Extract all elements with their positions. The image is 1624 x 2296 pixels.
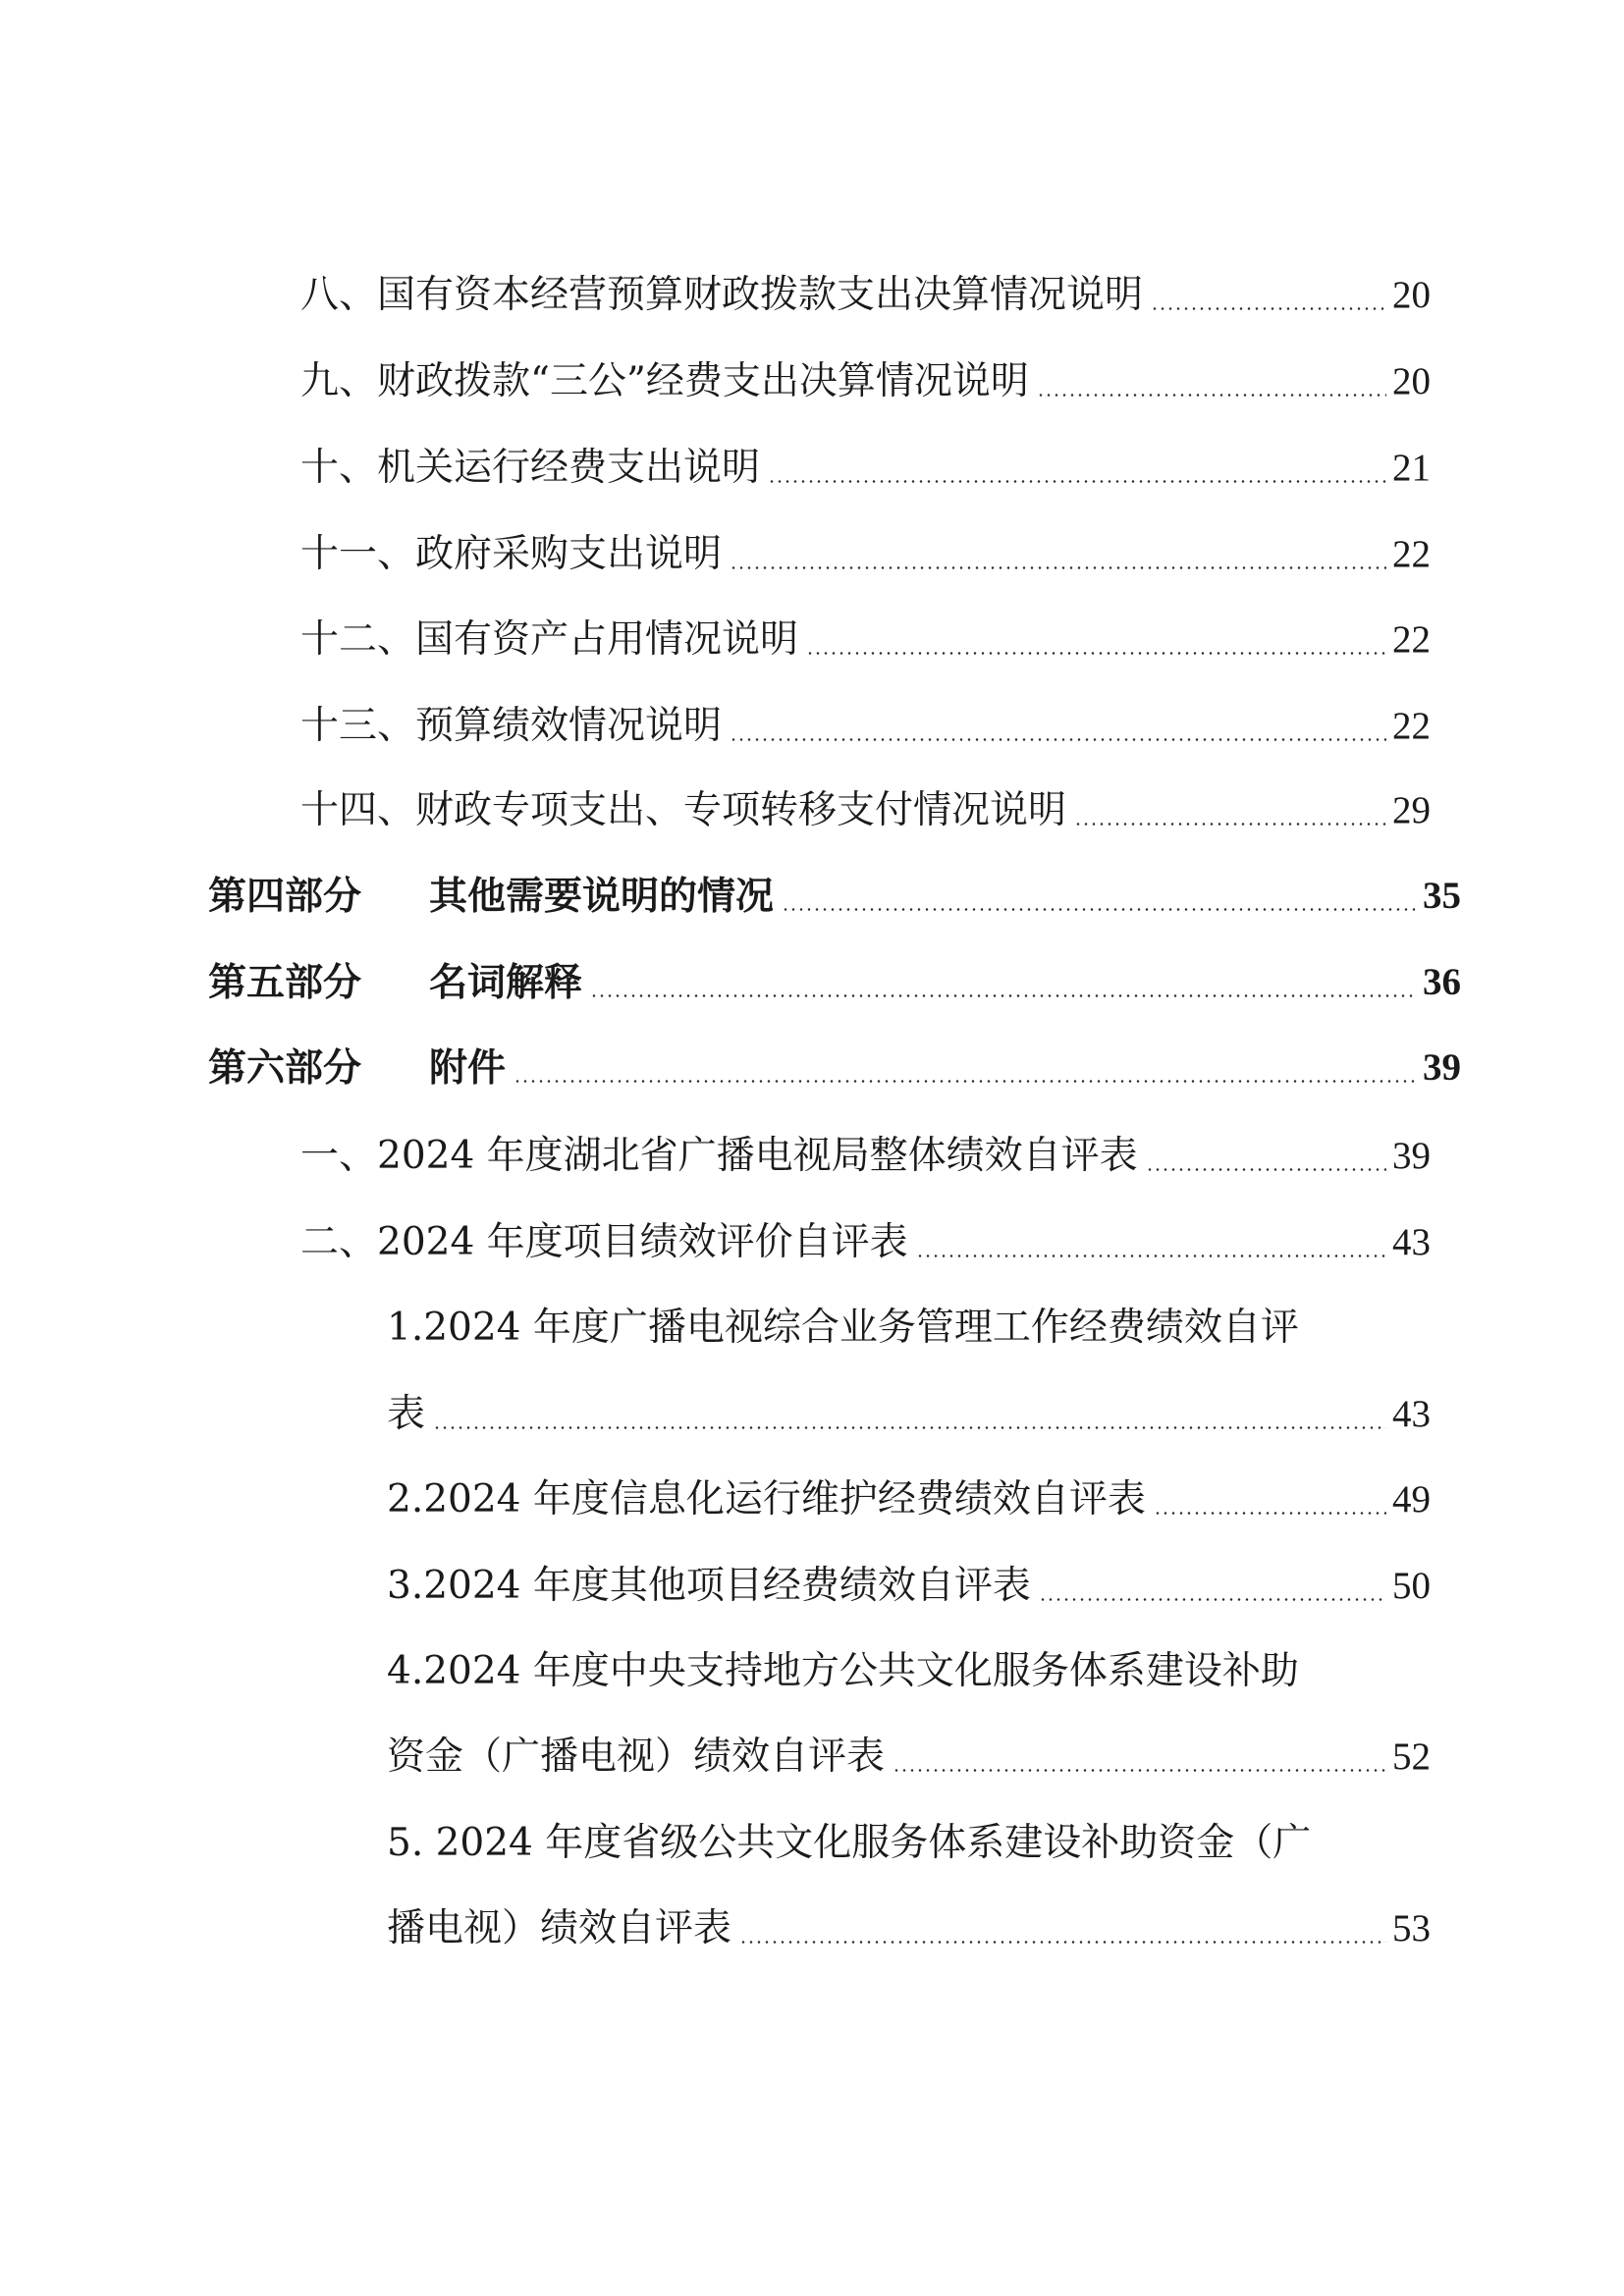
dot-leader xyxy=(1146,1168,1386,1171)
toc-page-number: 43 xyxy=(1392,1393,1431,1435)
toc-entry[interactable] xyxy=(300,273,1431,319)
toc-sub-entry[interactable] xyxy=(387,1477,1431,1523)
dot-leader xyxy=(730,566,1386,569)
dot-leader xyxy=(433,1426,1386,1429)
part-number: 第五部分 xyxy=(208,960,362,1005)
toc-entry[interactable] xyxy=(300,359,1431,405)
toc-page-number: 20 xyxy=(1392,274,1431,316)
toc-sub-entry-line1[interactable]: 5. 2024 年度省级公共文化服务体系建设补助资金（广 xyxy=(387,1821,1312,1865)
toc-sub-entry-line1[interactable]: 1.2024 年度广播电视综合业务管理工作经费绩效自评 xyxy=(387,1306,1299,1350)
toc-entry[interactable] xyxy=(300,1220,1431,1266)
toc-page-number: 36 xyxy=(1423,961,1461,1003)
toc-entry-label: 十、机关运行经费支出说明 xyxy=(300,446,761,490)
dot-leader xyxy=(730,738,1386,741)
toc-page-number: 49 xyxy=(1392,1478,1431,1521)
toc-entry-label: 九、财政拨款“三公”经费支出决算情况说明 xyxy=(300,359,1029,403)
toc-entry-label: 表 xyxy=(387,1392,426,1436)
toc-sub-entry[interactable] xyxy=(387,1906,1431,1952)
dot-leader xyxy=(806,652,1386,655)
dot-leader xyxy=(1039,1598,1386,1601)
toc-sub-entry-line1[interactable]: 4.2024 年度中央支持地方公共文化服务体系建设补助 xyxy=(387,1649,1299,1693)
part-title: 附件 xyxy=(429,1045,507,1091)
part-title: 其他需要说明的情况 xyxy=(429,874,775,919)
dot-leader xyxy=(1074,823,1386,826)
toc-page-number: 22 xyxy=(1392,618,1431,661)
toc-entry-label: 播电视）绩效自评表 xyxy=(387,1906,732,1950)
toc-entry-label: 十三、预算绩效情况说明 xyxy=(300,704,723,748)
toc-page-number: 22 xyxy=(1392,705,1431,747)
toc-entry-label: 八、国有资本经营预算财政拨款支出决算情况说明 xyxy=(300,273,1144,317)
dot-leader xyxy=(514,1080,1417,1083)
toc-entry-label: 一、2024 年度湖北省广播电视局整体绩效自评表 xyxy=(300,1134,1138,1178)
toc-entry[interactable] xyxy=(300,704,1431,750)
toc-entry-label: 十二、国有资产占用情况说明 xyxy=(300,617,799,662)
dot-leader xyxy=(1151,307,1386,310)
toc-entry-label: 2.2024 年度信息化运行维护经费绩效自评表 xyxy=(387,1477,1146,1522)
toc-entry[interactable] xyxy=(300,1134,1431,1180)
toc-page-number: 21 xyxy=(1392,447,1431,489)
toc-sub-entry[interactable] xyxy=(387,1564,1431,1610)
toc-entry-label: 十一、政府采购支出说明 xyxy=(300,532,723,576)
part-title: 名词解释 xyxy=(429,960,583,1005)
toc-page-number: 35 xyxy=(1423,875,1461,917)
part-number: 第四部分 xyxy=(208,874,362,919)
toc-sub-entry[interactable] xyxy=(387,1735,1431,1781)
toc-page-number: 22 xyxy=(1392,533,1431,575)
toc-entry[interactable] xyxy=(300,446,1431,492)
toc-entry[interactable] xyxy=(300,788,1431,834)
dot-leader xyxy=(590,994,1417,997)
dot-leader xyxy=(768,480,1386,483)
toc-page-number: 43 xyxy=(1392,1221,1431,1263)
toc-page-number: 29 xyxy=(1392,789,1431,831)
toc-entry[interactable] xyxy=(300,617,1431,664)
dot-leader xyxy=(1037,394,1386,397)
dot-leader xyxy=(782,908,1417,911)
toc-page-number: 39 xyxy=(1392,1135,1431,1177)
toc-part-entry[interactable] xyxy=(208,874,1461,920)
toc-entry-label: 十四、财政专项支出、专项转移支付情况说明 xyxy=(300,788,1067,832)
dot-leader xyxy=(1154,1512,1386,1515)
toc-page-number: 53 xyxy=(1392,1907,1431,1949)
toc-entry-label: 3.2024 年度其他项目经费绩效自评表 xyxy=(387,1564,1031,1608)
toc-page-number: 20 xyxy=(1392,360,1431,402)
toc-entry-label: 资金（广播电视）绩效自评表 xyxy=(387,1735,886,1779)
part-number: 第六部分 xyxy=(208,1045,362,1091)
toc-page-number: 39 xyxy=(1423,1046,1461,1089)
dot-leader xyxy=(916,1255,1386,1257)
toc-part-entry[interactable] xyxy=(208,960,1461,1006)
toc-part-entry[interactable] xyxy=(208,1045,1461,1092)
toc-entry-label: 二、2024 年度项目绩效评价自评表 xyxy=(300,1220,908,1264)
dot-leader xyxy=(893,1769,1386,1772)
dot-leader xyxy=(739,1941,1386,1944)
toc-entry[interactable] xyxy=(300,532,1431,578)
toc-page-number: 50 xyxy=(1392,1565,1431,1607)
toc-sub-entry[interactable] xyxy=(387,1392,1431,1438)
toc-page-number: 52 xyxy=(1392,1735,1431,1778)
